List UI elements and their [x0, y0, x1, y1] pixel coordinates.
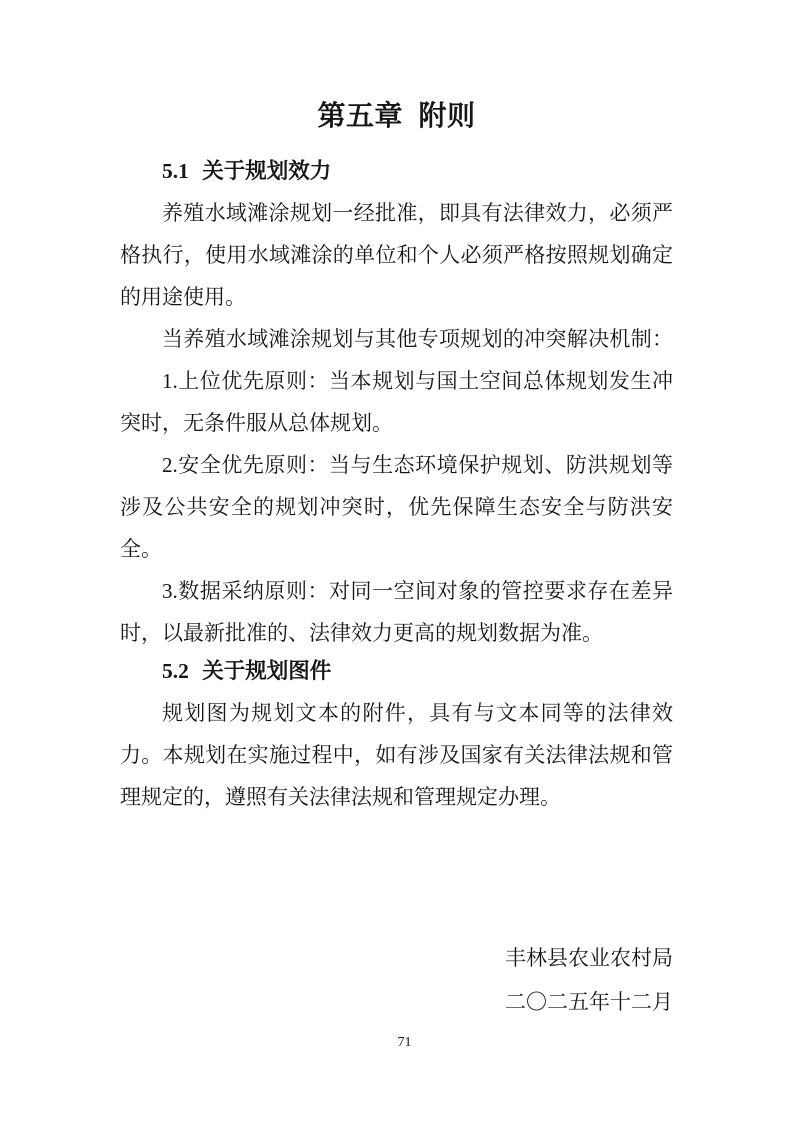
page-number: 71 — [397, 1035, 412, 1050]
text-line: 全。 — [120, 537, 162, 561]
chapter-title: 第五章 附则 — [317, 101, 476, 132]
text-line: 格执行，使用水域滩涂的单位和个人必须严格按照规划确定 — [120, 243, 673, 267]
paragraph — [120, 692, 673, 818]
section-heading-5-2: 5.2 关于规划图件 — [162, 659, 332, 683]
text-line: 突时，无条件服从总体规划。 — [120, 411, 393, 435]
text-line: 1.上位优先原则：当本规划与国土空间总体规划发生冲 — [162, 369, 673, 393]
section-heading-5-1: 5.1 关于规划效力 — [162, 159, 332, 183]
text-line: 涉及公共安全的规划冲突时，优先保障生态安全与防洪安 — [120, 495, 673, 519]
text-line: 的用途使用。 — [120, 285, 246, 309]
text-line: 当养殖水域滩涂规划与其他专项规划的冲突解决机制： — [162, 327, 673, 351]
signature-block — [120, 937, 673, 1024]
text-line: 力。本规划在实施过程中，如有涉及国家有关法律法规和管 — [120, 743, 673, 767]
text-line: 3.数据采纳原则：对同一空间对象的管控要求存在差异 — [162, 579, 673, 603]
paragraph — [120, 444, 673, 570]
text-line: 2.安全优先原则：当与生态环境保护规划、防洪规划等 — [162, 453, 673, 477]
text-line: 养殖水域滩涂规划一经批准，即具有法律效力，必须严 — [162, 201, 673, 225]
signature-org: 丰林县农业农村局 — [505, 946, 673, 970]
paragraph — [120, 318, 673, 360]
signature-date: 二〇二五年十二月 — [505, 989, 673, 1014]
paragraph — [120, 192, 673, 318]
paragraph — [120, 360, 673, 444]
text-line: 理规定的，遵照有关法律法规和管理规定办理。 — [120, 785, 561, 809]
text-line: 时，以最新批准的、法律效力更高的规划数据为准。 — [120, 621, 603, 645]
text-line: 规划图为规划文本的附件，具有与文本同等的法律效 — [162, 701, 673, 725]
paragraph — [120, 570, 673, 654]
